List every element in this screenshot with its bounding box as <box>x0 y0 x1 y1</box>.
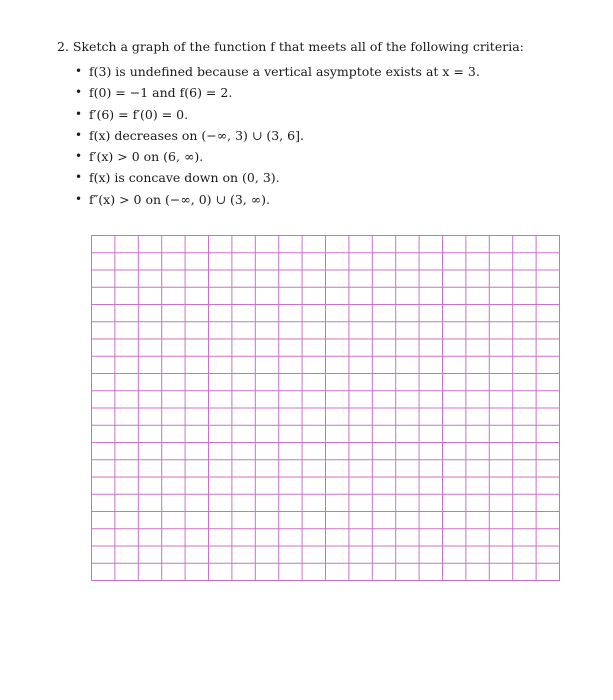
criterion-text: f(x) decreases on (−∞, 3) ∪ (3, 6]. <box>89 127 304 143</box>
bullet-icon: • <box>75 170 83 185</box>
criterion-text: f(0) = −1 and f(6) = 2. <box>89 85 233 101</box>
criterion-3 <box>75 104 577 125</box>
bullet-icon: • <box>75 85 83 100</box>
criterion-6 <box>75 167 577 188</box>
criterion-text: f(3) is undefined because a vertical asymptote exists at x = 3. <box>89 64 480 79</box>
problem-prompt: Sketch a graph of the function f that meets all of the following criteria: <box>72 39 524 54</box>
problem-number: 2. <box>57 39 69 54</box>
bullet-icon: • <box>75 191 83 206</box>
graph-paper[interactable] <box>91 235 560 581</box>
criterion-2 <box>75 82 577 103</box>
bullet-icon: • <box>75 64 83 78</box>
bullet-icon: • <box>75 106 83 121</box>
criterion-text: f′(6) = f′(0) = 0. <box>89 106 189 122</box>
problem-2 <box>57 38 577 210</box>
criterion-7 <box>75 189 577 210</box>
criterion-text: f″(x) > 0 on (−∞, 0) ∪ (3, ∞). <box>89 191 270 207</box>
criterion-1 <box>75 61 577 82</box>
criterion-text: f′(x) > 0 on (6, ∞). <box>89 149 204 165</box>
problem-header <box>57 38 577 56</box>
bullet-icon: • <box>75 149 83 164</box>
bullet-icon: • <box>75 127 83 142</box>
criterion-text: f(x) is concave down on (0, 3). <box>89 170 280 186</box>
graph-grid <box>91 235 560 581</box>
criterion-4 <box>75 125 577 146</box>
criteria-list <box>57 61 577 210</box>
criterion-5 <box>75 146 577 167</box>
